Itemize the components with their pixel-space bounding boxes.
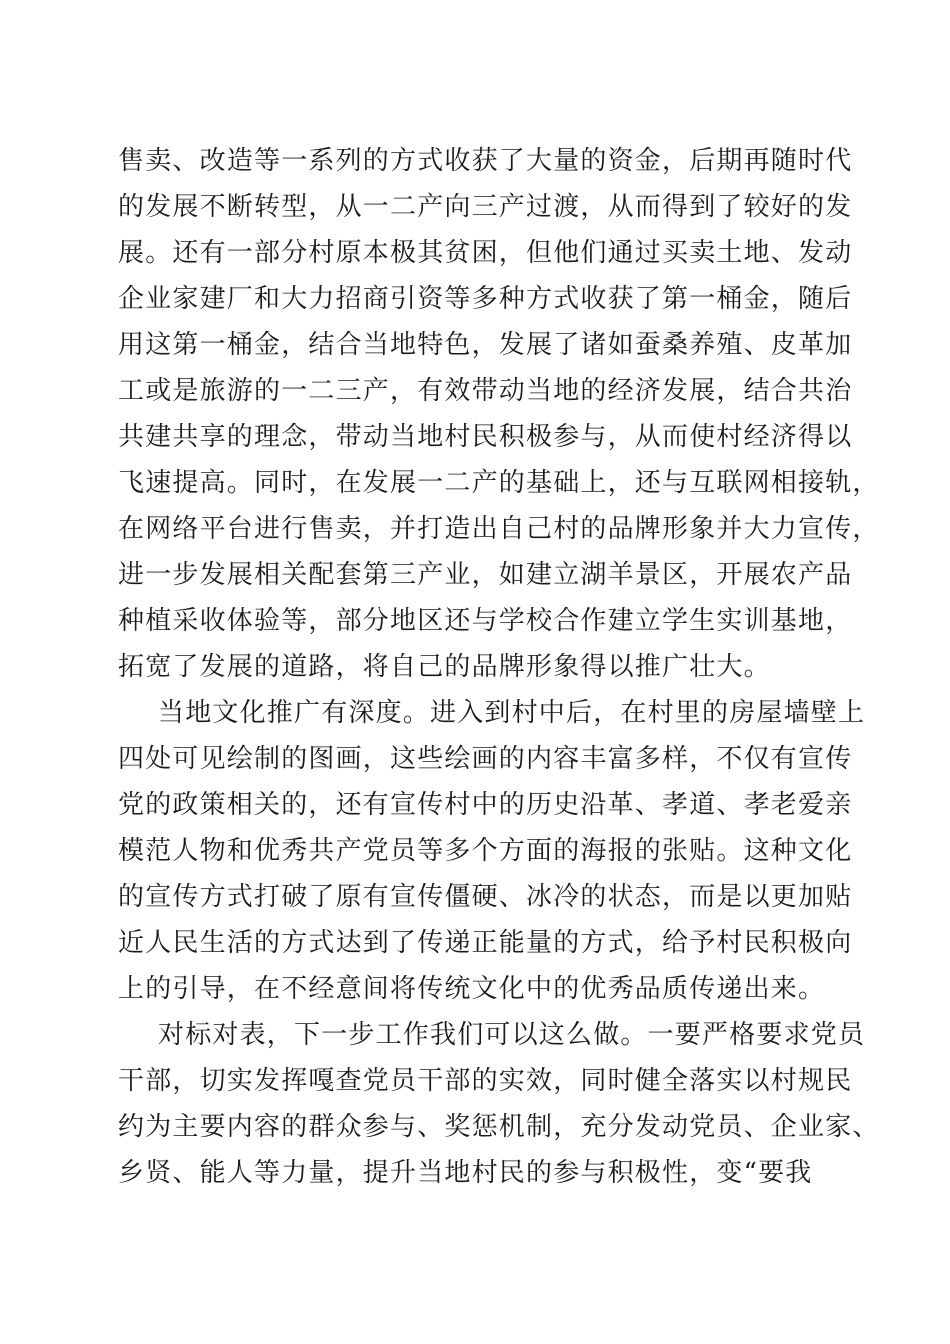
paragraph-2	[118, 690, 866, 1012]
text-line: 工或是旅游的一二三产，有效带动当地的经济发展，结合共治	[118, 376, 853, 406]
text-line: 模范人物和优秀共产党员等多个方面的海报的张贴。这种文化	[118, 836, 853, 866]
text-line: 用这第一桶金，结合当地特色，发展了诸如蚕桑养殖、皮革加	[118, 330, 853, 360]
text-line: 的宣传方式打破了原有宣传僵硬、冰冷的状态，而是以更加贴	[118, 882, 853, 912]
text-line: 党的政策相关的，还有宣传村中的历史沿革、孝道、孝老爱亲	[118, 790, 853, 820]
body-text	[118, 138, 880, 1196]
text-line: 近人民生活的方式达到了传递正能量的方式，给予村民积极向	[118, 928, 853, 958]
text-line: 展。还有一部分村原本极其贫困，但他们通过买卖土地、发动	[118, 238, 853, 268]
text-line: 上的引导，在不经意间将传统文化中的优秀品质传递出来。	[118, 974, 826, 1004]
paragraph-3	[118, 1012, 880, 1196]
text-line: 的发展不断转型，从一二产向三产过渡，从而得到了较好的发	[118, 192, 853, 222]
text-line: 种植采收体验等，部分地区还与学校合作建立学生实训基地，	[118, 606, 853, 636]
text-line: 四处可见绘制的图画，这些绘画的内容丰富多样，不仅有宣传	[118, 744, 853, 774]
text-line: 飞速提高。同时，在发展一二产的基础上，还与互联网相接轨，	[118, 468, 880, 498]
text-line: 乡贤、能人等力量，提升当地村民的参与积极性，变“要我	[118, 1158, 813, 1188]
text-line: 售卖、改造等一系列的方式收获了大量的资金，后期再随时代	[118, 146, 853, 176]
text-line: 共建共享的理念，带动当地村民积极参与，从而使村经济得以	[118, 422, 853, 452]
text-line: 干部，切实发挥嘎查党员干部的实效，同时健全落实以村规民	[118, 1066, 853, 1096]
paragraph-1	[118, 138, 880, 690]
text-line: 拓宽了发展的道路，将自己的品牌形象得以推广壮大。	[118, 652, 771, 682]
text-line: 当地文化推广有深度。进入到村中后，在村里的房屋墙壁上	[158, 698, 866, 728]
text-line: 约为主要内容的群众参与、奖惩机制，充分发动党员、企业家、	[118, 1112, 880, 1142]
text-line: 对标对表，下一步工作我们可以这么做。一要严格要求党员	[158, 1020, 866, 1050]
text-line: 在网络平台进行售卖，并打造出自己村的品牌形象并大力宣传，	[118, 514, 880, 544]
text-line: 进一步发展相关配套第三产业，如建立湖羊景区，开展农产品	[118, 560, 853, 590]
text-line: 企业家建厂和大力招商引资等多种方式收获了第一桶金，随后	[118, 284, 853, 314]
